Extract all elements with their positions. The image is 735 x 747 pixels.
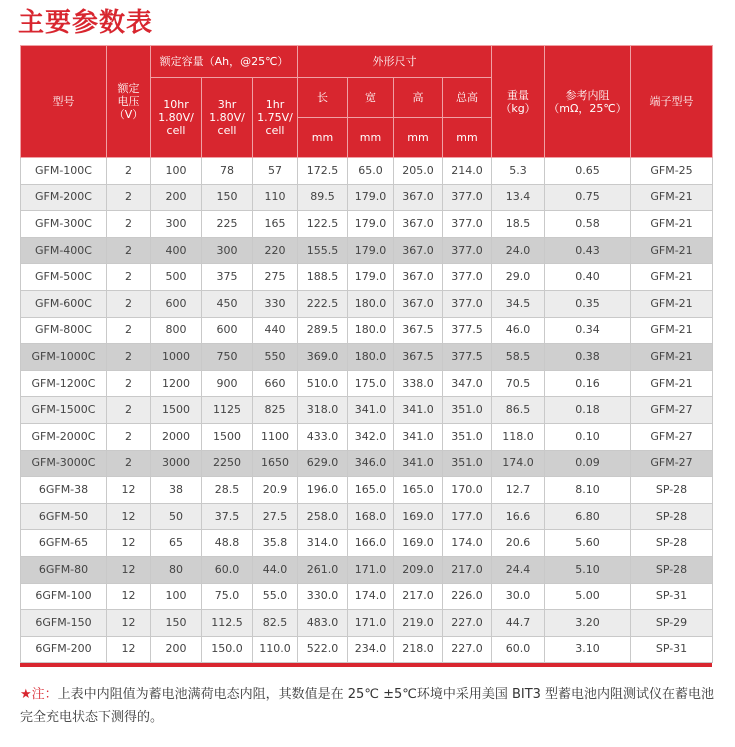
table-cell: 180.0 (348, 290, 394, 317)
table-cell: 65.0 (348, 158, 394, 185)
table-cell: GFM-400C (21, 237, 107, 264)
table-cell: 82.5 (253, 610, 298, 637)
table-cell: GFM-25 (631, 158, 713, 185)
table-row (21, 397, 713, 424)
header-height: 高 (394, 78, 443, 118)
table-cell: 172.5 (298, 158, 348, 185)
table-cell: 155.5 (298, 237, 348, 264)
table-cell: 330.0 (298, 583, 348, 610)
table-cell: 338.0 (394, 370, 443, 397)
table-cell: 18.5 (492, 211, 545, 238)
table-cell: 2000 (151, 423, 202, 450)
header-unit-mm: mm (348, 118, 394, 158)
table-row (21, 423, 713, 450)
table-cell: 367.0 (394, 264, 443, 291)
table-cell: 57 (253, 158, 298, 185)
table-cell: 3.20 (545, 610, 631, 637)
table-cell: 65 (151, 530, 202, 557)
table-cell: 1100 (253, 423, 298, 450)
table-cell: 24.4 (492, 556, 545, 583)
table-cell: 165 (253, 211, 298, 238)
table-cell: 0.34 (545, 317, 631, 344)
table-cell: 175.0 (348, 370, 394, 397)
table-cell: 179.0 (348, 237, 394, 264)
table-cell: 351.0 (443, 450, 492, 477)
table-cell: 50 (151, 503, 202, 530)
table-cell: 220 (253, 237, 298, 264)
table-cell: 261.0 (298, 556, 348, 583)
table-cell: 165.0 (394, 477, 443, 504)
table-cell: 70.5 (492, 370, 545, 397)
table-cell: 6GFM-80 (21, 556, 107, 583)
table-cell: 60.0 (492, 636, 545, 663)
table-cell: 227.0 (443, 636, 492, 663)
table-cell: 6GFM-65 (21, 530, 107, 557)
header-unit-mm: mm (443, 118, 492, 158)
table-row (21, 158, 713, 185)
table-cell: 433.0 (298, 423, 348, 450)
table-cell: 168.0 (348, 503, 394, 530)
spec-table (20, 45, 713, 663)
table-cell: GFM-3000C (21, 450, 107, 477)
table-cell: 377.0 (443, 290, 492, 317)
header-dimensions: 外形尺寸 (298, 46, 492, 78)
table-row (21, 530, 713, 557)
table-cell: 12 (107, 636, 151, 663)
table-cell: 2 (107, 370, 151, 397)
table-cell: 510.0 (298, 370, 348, 397)
table-cell: 179.0 (348, 264, 394, 291)
table-cell: 171.0 (348, 610, 394, 637)
header-unit-mm: mm (298, 118, 348, 158)
page-title: 主要参数表 (18, 8, 154, 38)
table-cell: 369.0 (298, 344, 348, 371)
table-cell: 12 (107, 530, 151, 557)
table-cell: 3.10 (545, 636, 631, 663)
table-cell: 86.5 (492, 397, 545, 424)
header-total-height: 总高 (443, 78, 492, 118)
table-cell: 2 (107, 397, 151, 424)
table-cell: 225 (202, 211, 253, 238)
table-cell: 179.0 (348, 184, 394, 211)
table-cell: GFM-21 (631, 370, 713, 397)
table-cell: 214.0 (443, 158, 492, 185)
table-cell: GFM-21 (631, 237, 713, 264)
table-cell: GFM-27 (631, 397, 713, 424)
table-cell: 0.35 (545, 290, 631, 317)
table-cell: 200 (151, 184, 202, 211)
table-cell: GFM-100C (21, 158, 107, 185)
table-cell: 2 (107, 317, 151, 344)
table-row (21, 556, 713, 583)
table-cell: 1200 (151, 370, 202, 397)
table-cell: 27.5 (253, 503, 298, 530)
table-cell: 12 (107, 583, 151, 610)
table-cell: 169.0 (394, 503, 443, 530)
table-cell: 169.0 (394, 530, 443, 557)
table-row (21, 370, 713, 397)
table-cell: 0.40 (545, 264, 631, 291)
table-cell: 80 (151, 556, 202, 583)
table-cell: GFM-2000C (21, 423, 107, 450)
table-cell: 6GFM-150 (21, 610, 107, 637)
table-cell: 1500 (151, 397, 202, 424)
table-cell: 0.75 (545, 184, 631, 211)
table-cell: 217.0 (443, 556, 492, 583)
header-cap-3hr: 3hr 1.80V/ cell (202, 78, 253, 158)
table-cell: 377.0 (443, 264, 492, 291)
table-cell: 660 (253, 370, 298, 397)
table-cell: SP-29 (631, 610, 713, 637)
table-cell: 5.60 (545, 530, 631, 557)
table-cell: 75.0 (202, 583, 253, 610)
table-cell: 367.5 (394, 344, 443, 371)
table-cell: 341.0 (348, 397, 394, 424)
table-bottom-bar (20, 663, 712, 667)
table-cell: 900 (202, 370, 253, 397)
table-cell: 6GFM-50 (21, 503, 107, 530)
table-cell: 2 (107, 158, 151, 185)
table-cell: 46.0 (492, 317, 545, 344)
header-terminal: 端子型号 (631, 46, 713, 158)
table-cell: SP-28 (631, 503, 713, 530)
table-cell: 750 (202, 344, 253, 371)
table-cell: 219.0 (394, 610, 443, 637)
table-cell: 377.5 (443, 317, 492, 344)
table-cell: 300 (202, 237, 253, 264)
table-cell: 12 (107, 610, 151, 637)
table-cell: GFM-27 (631, 450, 713, 477)
table-cell: 179.0 (348, 211, 394, 238)
table-row (21, 477, 713, 504)
table-cell: 300 (151, 211, 202, 238)
table-cell: 24.0 (492, 237, 545, 264)
table-cell: 450 (202, 290, 253, 317)
table-cell: 60.0 (202, 556, 253, 583)
table-cell: 166.0 (348, 530, 394, 557)
table-cell: 367.0 (394, 211, 443, 238)
table-cell: 522.0 (298, 636, 348, 663)
header-length: 长 (298, 78, 348, 118)
table-cell: GFM-1000C (21, 344, 107, 371)
table-cell: 1125 (202, 397, 253, 424)
table-row (21, 344, 713, 371)
table-cell: 1500 (202, 423, 253, 450)
table-cell: 341.0 (394, 423, 443, 450)
table-cell: GFM-21 (631, 290, 713, 317)
table-cell: GFM-200C (21, 184, 107, 211)
table-cell: 2 (107, 184, 151, 211)
table-cell: 600 (202, 317, 253, 344)
table-cell: 180.0 (348, 344, 394, 371)
table-cell: 150 (151, 610, 202, 637)
table-cell: 2250 (202, 450, 253, 477)
table-cell: 37.5 (202, 503, 253, 530)
table-cell: 200 (151, 636, 202, 663)
table-cell: 5.10 (545, 556, 631, 583)
header-unit-mm: mm (394, 118, 443, 158)
table-cell: 375 (202, 264, 253, 291)
table-cell: 377.5 (443, 344, 492, 371)
header-weight: 重量 （kg） (492, 46, 545, 158)
table-cell: 0.18 (545, 397, 631, 424)
table-cell: SP-31 (631, 636, 713, 663)
table-cell: 110 (253, 184, 298, 211)
footnote-star: ★注： (20, 687, 58, 702)
table-cell: 35.8 (253, 530, 298, 557)
table-cell: 20.9 (253, 477, 298, 504)
table-cell: 0.10 (545, 423, 631, 450)
table-cell: 6GFM-100 (21, 583, 107, 610)
table-cell: 367.0 (394, 290, 443, 317)
header-resistance: 参考内阻 （mΩ，25℃） (545, 46, 631, 158)
table-cell: 351.0 (443, 397, 492, 424)
table-cell: 58.5 (492, 344, 545, 371)
table-cell: 44.7 (492, 610, 545, 637)
table-cell: 12 (107, 503, 151, 530)
table-cell: GFM-1500C (21, 397, 107, 424)
footnote (20, 683, 720, 729)
table-cell: 174.0 (348, 583, 394, 610)
table-row (21, 264, 713, 291)
table-cell: 110.0 (253, 636, 298, 663)
table-cell: 330 (253, 290, 298, 317)
table-cell: 2 (107, 344, 151, 371)
table-cell: 2 (107, 211, 151, 238)
table-cell: 222.5 (298, 290, 348, 317)
table-cell: 800 (151, 317, 202, 344)
table-cell: 6GFM-38 (21, 477, 107, 504)
table-cell: 170.0 (443, 477, 492, 504)
table-cell: 44.0 (253, 556, 298, 583)
table-cell: 377.0 (443, 184, 492, 211)
table-cell: 226.0 (443, 583, 492, 610)
table-cell: 341.0 (394, 450, 443, 477)
table-cell: 0.58 (545, 211, 631, 238)
table-row (21, 583, 713, 610)
table-cell: GFM-21 (631, 317, 713, 344)
table-cell: 5.3 (492, 158, 545, 185)
table-cell: 177.0 (443, 503, 492, 530)
table-cell: GFM-500C (21, 264, 107, 291)
table-cell: 165.0 (348, 477, 394, 504)
table-cell: 28.5 (202, 477, 253, 504)
table-cell: 100 (151, 158, 202, 185)
table-cell: 174.0 (492, 450, 545, 477)
table-cell: 205.0 (394, 158, 443, 185)
table-cell: 188.5 (298, 264, 348, 291)
table-cell: 12.7 (492, 477, 545, 504)
table-cell: 5.00 (545, 583, 631, 610)
table-cell: 55.0 (253, 583, 298, 610)
table-cell: 8.10 (545, 477, 631, 504)
table-cell: 34.5 (492, 290, 545, 317)
table-cell: 218.0 (394, 636, 443, 663)
table-cell: 2 (107, 290, 151, 317)
table-cell: 16.6 (492, 503, 545, 530)
table-cell: 227.0 (443, 610, 492, 637)
table-cell: 6.80 (545, 503, 631, 530)
header-voltage: 额定 电压 （V） (107, 46, 151, 158)
table-row (21, 317, 713, 344)
table-cell: 342.0 (348, 423, 394, 450)
table-cell: 30.0 (492, 583, 545, 610)
table-body (21, 158, 713, 663)
table-cell: 29.0 (492, 264, 545, 291)
table-cell: 12 (107, 477, 151, 504)
table-row (21, 450, 713, 477)
table-cell: GFM-1200C (21, 370, 107, 397)
header-cap-1hr: 1hr 1.75V/ cell (253, 78, 298, 158)
table-row (21, 610, 713, 637)
table-cell: 2 (107, 423, 151, 450)
table-row (21, 636, 713, 663)
table-cell: 13.4 (492, 184, 545, 211)
table-cell: 377.0 (443, 237, 492, 264)
table-cell: GFM-300C (21, 211, 107, 238)
table-cell: 217.0 (394, 583, 443, 610)
table-cell: 234.0 (348, 636, 394, 663)
table-row (21, 237, 713, 264)
table-cell: SP-28 (631, 530, 713, 557)
table-cell: GFM-21 (631, 184, 713, 211)
footnote-text: 上表中内阻值为蓄电池满荷电态内阻，其数值是在 25℃ ±5℃环境中采用美国 BIT3 型蓄电池内阻测试仪在蓄电池完全充电状态下测得的。 (20, 687, 715, 725)
table-cell: 0.65 (545, 158, 631, 185)
table-cell: 351.0 (443, 423, 492, 450)
table-cell: 289.5 (298, 317, 348, 344)
table-row (21, 290, 713, 317)
table-cell: 0.43 (545, 237, 631, 264)
table-cell: SP-28 (631, 477, 713, 504)
table-cell: 12 (107, 556, 151, 583)
table-cell: 629.0 (298, 450, 348, 477)
table-cell: 347.0 (443, 370, 492, 397)
table-cell: GFM-27 (631, 423, 713, 450)
table-row (21, 503, 713, 530)
table-cell: 500 (151, 264, 202, 291)
table-cell: 20.6 (492, 530, 545, 557)
table-cell: 550 (253, 344, 298, 371)
table-cell: 180.0 (348, 317, 394, 344)
table-cell: 367.0 (394, 237, 443, 264)
table-row (21, 211, 713, 238)
table-cell: 112.5 (202, 610, 253, 637)
table-cell: SP-28 (631, 556, 713, 583)
table-cell: 118.0 (492, 423, 545, 450)
table-cell: 2 (107, 237, 151, 264)
table-cell: 2 (107, 264, 151, 291)
table-cell: 377.0 (443, 211, 492, 238)
table-cell: 3000 (151, 450, 202, 477)
table-cell: GFM-21 (631, 264, 713, 291)
table-cell: 440 (253, 317, 298, 344)
table-cell: 367.0 (394, 184, 443, 211)
table-cell: GFM-600C (21, 290, 107, 317)
header-width: 宽 (348, 78, 394, 118)
table-cell: 150.0 (202, 636, 253, 663)
table-cell: 209.0 (394, 556, 443, 583)
table-cell: 174.0 (443, 530, 492, 557)
table-cell: 275 (253, 264, 298, 291)
table-cell: 367.5 (394, 317, 443, 344)
table-cell: 258.0 (298, 503, 348, 530)
table-cell: 100 (151, 583, 202, 610)
table-cell: 6GFM-200 (21, 636, 107, 663)
table-cell: 0.16 (545, 370, 631, 397)
table-cell: GFM-800C (21, 317, 107, 344)
table-cell: 346.0 (348, 450, 394, 477)
table-cell: 2 (107, 450, 151, 477)
table-cell: 1000 (151, 344, 202, 371)
table-cell: 150 (202, 184, 253, 211)
table-cell: 78 (202, 158, 253, 185)
table-cell: 196.0 (298, 477, 348, 504)
table-cell: 314.0 (298, 530, 348, 557)
table-cell: 341.0 (394, 397, 443, 424)
table-cell: 483.0 (298, 610, 348, 637)
table-cell: 89.5 (298, 184, 348, 211)
table-cell: GFM-21 (631, 211, 713, 238)
table-cell: GFM-21 (631, 344, 713, 371)
table-cell: 318.0 (298, 397, 348, 424)
table-cell: 1650 (253, 450, 298, 477)
header-model: 型号 (21, 46, 107, 158)
table-cell: 122.5 (298, 211, 348, 238)
table-cell: 600 (151, 290, 202, 317)
table-cell: 38 (151, 477, 202, 504)
table-cell: SP-31 (631, 583, 713, 610)
table-cell: 825 (253, 397, 298, 424)
table-cell: 48.8 (202, 530, 253, 557)
header-capacity: 额定容量（Ah，@25℃） (151, 46, 298, 78)
table-cell: 0.38 (545, 344, 631, 371)
header-cap-10hr: 10hr 1.80V/ cell (151, 78, 202, 158)
table-cell: 0.09 (545, 450, 631, 477)
table-row (21, 184, 713, 211)
table-cell: 400 (151, 237, 202, 264)
table-cell: 171.0 (348, 556, 394, 583)
